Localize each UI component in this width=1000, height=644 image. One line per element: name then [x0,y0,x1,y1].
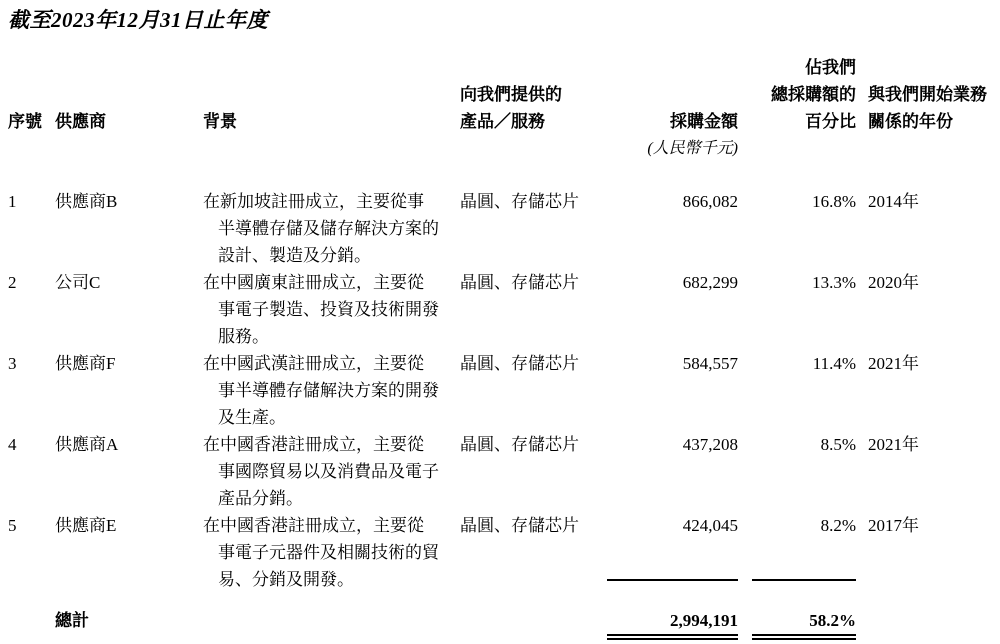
row-number: 5 [8,516,17,535]
grand-total-row [8,607,1000,634]
purchase-percentage: 16.8% [812,192,856,211]
products-services: 晶圓、存儲芯片 [460,192,579,211]
row-number: 1 [8,192,17,211]
amount-subtotal-rule [607,579,738,581]
header-percentage: 佔我們 總採購額的 百分比 [771,58,856,131]
supplier-background: 在新加坡註冊成立，主要從事 半導體存儲及儲存解決方案的 設計、製造及分銷。 [203,192,439,265]
supplier-name: 公司C [55,273,101,292]
relationship-year: 2017年 [868,516,919,535]
header-number: 序號 [8,112,42,131]
relationship-year: 2020年 [868,273,919,292]
amount-double-rule [607,634,738,640]
table-row [8,269,1000,350]
table-row [8,188,1000,269]
supplier-background: 在中國香港註冊成立，主要從 事電子元器件及相關技術的貿 易、分銷及開發。 [203,516,439,589]
purchase-percentage: 13.3% [812,273,856,292]
table-row [8,350,1000,431]
products-services: 晶圓、存儲芯片 [460,435,579,454]
supplier-name: 供應商E [55,516,117,535]
amount-unit-row [8,135,1000,162]
supplier-background: 在中國廣東註冊成立，主要從 事電子製造、投資及技術開發 服務。 [203,273,439,346]
table-body [8,188,1000,593]
purchase-amount: 437,208 [682,435,738,454]
grand-total-amount: 2,994,191 [670,611,738,630]
amount-unit-label: (人民幣千元) [647,140,738,157]
total-double-rule-row [8,634,1000,640]
grand-total-percentage: 58.2% [809,611,856,630]
header-supplier: 供應商 [55,112,106,131]
purchase-amount: 682,299 [682,273,738,292]
purchase-percentage: 8.2% [820,516,856,535]
header-relationship-year: 與我們開始業務 關係的年份 [868,85,987,131]
relationship-year: 2014年 [868,192,919,211]
purchase-percentage: 11.4% [812,354,856,373]
relationship-year: 2021年 [868,354,919,373]
products-services: 晶圓、存儲芯片 [460,273,579,292]
purchase-amount: 866,082 [682,192,738,211]
row-number: 2 [8,273,17,292]
supplier-name: 供應商F [55,354,116,373]
products-services: 晶圓、存儲芯片 [460,516,579,535]
supplier-background: 在中國香港註冊成立，主要從 事國際貿易以及消費品及電子 產品分銷。 [203,435,439,508]
supplier-name: 供應商A [55,435,119,454]
row-number: 3 [8,354,17,373]
header-purchase-amount: 採購金額 [670,112,738,131]
subtotal-rule-row [8,579,1000,581]
table-header-row [8,54,1000,135]
header-background: 背景 [203,112,237,131]
table-row [8,431,1000,512]
percentage-double-rule [752,634,856,640]
purchase-percentage: 8.5% [820,435,856,454]
purchase-amount: 584,557 [682,354,738,373]
page-title: 截至2023年12月31日止年度 [8,8,268,32]
supplier-background: 在中國武漢註冊成立，主要從 事半導體存儲解決方案的開發 及生產。 [203,354,439,427]
header-products-services: 向我們提供的 產品／服務 [460,85,562,131]
relationship-year: 2021年 [868,435,919,454]
row-number: 4 [8,435,17,454]
products-services: 晶圓、存儲芯片 [460,354,579,373]
purchase-amount: 424,045 [682,516,738,535]
grand-total-label: 總計 [55,611,89,630]
percentage-subtotal-rule [752,579,856,581]
supplier-name: 供應商B [55,192,118,211]
